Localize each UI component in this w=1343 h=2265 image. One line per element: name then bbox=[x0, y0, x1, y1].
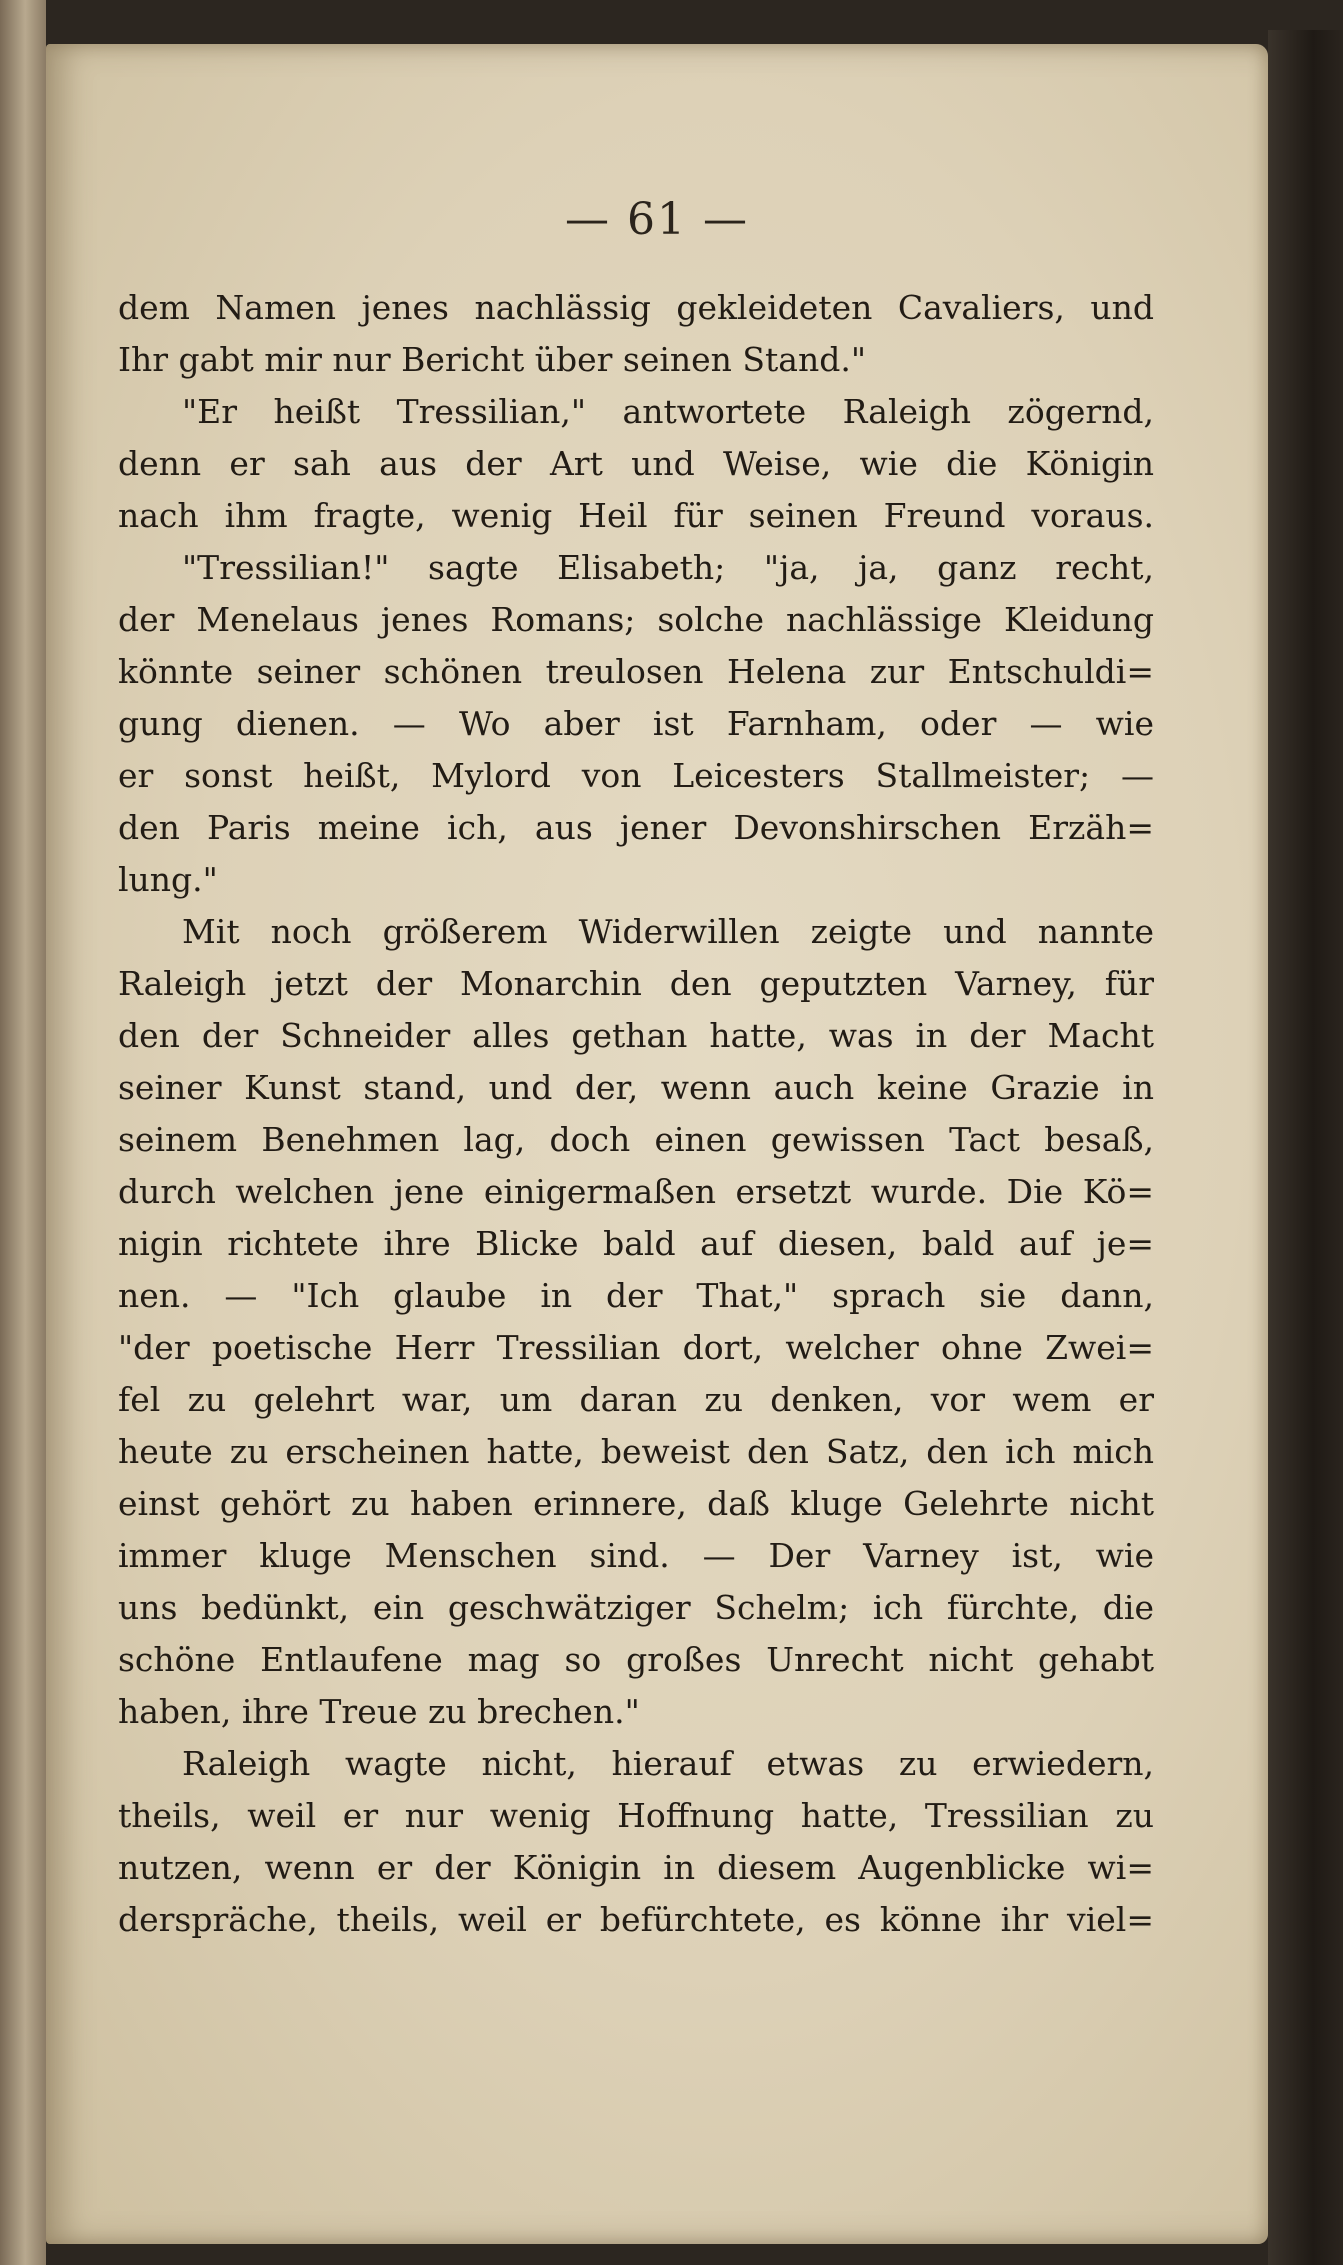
text-line: er sonst heißt, Mylord von Leicesters Stallmeister; — bbox=[118, 756, 1154, 795]
text-line: uns bedünkt, ein geschwätziger Schelm; ich fürchte, die bbox=[118, 1588, 1154, 1627]
text-line: den Paris meine ich, aus jener Devonshirschen Erzäh= bbox=[118, 808, 1154, 847]
text-line: seiner Kunst stand, und der, wenn auch keine Grazie in bbox=[118, 1068, 1154, 1107]
text-line: nutzen, wenn er der Königin in diesem Augenblicke wi= bbox=[118, 1848, 1154, 1887]
text-line: den der Schneider alles gethan hatte, was in der Macht bbox=[118, 1016, 1154, 1055]
text-line: "der poetische Herr Tressilian dort, welcher ohne Zwei= bbox=[118, 1328, 1154, 1367]
text-line: denn er sah aus der Art und Weise, wie die Königin bbox=[118, 444, 1154, 483]
text-line: könnte seiner schönen treulosen Helena zur Entschuldi= bbox=[118, 652, 1154, 691]
text-line: lung." bbox=[118, 860, 218, 899]
book-cover-edge bbox=[1268, 30, 1343, 2265]
text-line: "Er heißt Tressilian," antwortete Raleigh zögernd, bbox=[182, 392, 1154, 431]
text-line: dem Namen jenes nachlässig gekleideten Cavaliers, und bbox=[118, 288, 1154, 327]
text-line: durch welchen jene einigermaßen ersetzt wurde. Die Kö= bbox=[118, 1172, 1154, 1211]
text-line: nigin richtete ihre Blicke bald auf diesen, bald auf je= bbox=[118, 1224, 1154, 1263]
text-line: theils, weil er nur wenig Hoffnung hatte, Tressilian zu bbox=[118, 1796, 1154, 1835]
page-number-header: — 61 — bbox=[565, 194, 749, 245]
text-line: nach ihm fragte, wenig Heil für seinen Freund voraus. bbox=[118, 496, 1154, 535]
text-line: der Menelaus jenes Romans; solche nachlässige Kleidung bbox=[118, 600, 1154, 639]
text-line: Raleigh jetzt der Monarchin den geputzten Varney, für bbox=[118, 964, 1154, 1003]
text-line: Mit noch größerem Widerwillen zeigte und nannte bbox=[182, 912, 1154, 951]
text-line: seinem Benehmen lag, doch einen gewissen Tact besaß, bbox=[118, 1120, 1154, 1159]
text-line: heute zu erscheinen hatte, beweist den Satz, den ich mich bbox=[118, 1432, 1154, 1471]
text-line: immer kluge Menschen sind. — Der Varney ist, wie bbox=[118, 1536, 1154, 1575]
text-line: gung dienen. — Wo aber ist Farnham, oder — wie bbox=[118, 704, 1154, 743]
text-line: haben, ihre Treue zu brechen." bbox=[118, 1692, 640, 1731]
text-line: einst gehört zu haben erinnere, daß kluge Gelehrte nicht bbox=[118, 1484, 1154, 1523]
book-page bbox=[46, 44, 1268, 2244]
left-page-edge bbox=[0, 0, 46, 2265]
text-line: Ihr gabt mir nur Bericht über seinen Stand." bbox=[118, 340, 867, 379]
text-line: schöne Entlaufene mag so großes Unrecht nicht gehabt bbox=[118, 1640, 1154, 1679]
page-text bbox=[118, 282, 1154, 1946]
text-line: derspräche, theils, weil er befürchtete, es könne ihr viel= bbox=[118, 1900, 1154, 1939]
text-line: nen. — "Ich glaube in der That," sprach sie dann, bbox=[118, 1276, 1154, 1315]
text-line: "Tressilian!" sagte Elisabeth; "ja, ja, ganz recht, bbox=[182, 548, 1154, 587]
text-line: Raleigh wagte nicht, hierauf etwas zu erwiedern, bbox=[182, 1744, 1154, 1783]
text-line: fel zu gelehrt war, um daran zu denken, vor wem er bbox=[118, 1380, 1154, 1419]
